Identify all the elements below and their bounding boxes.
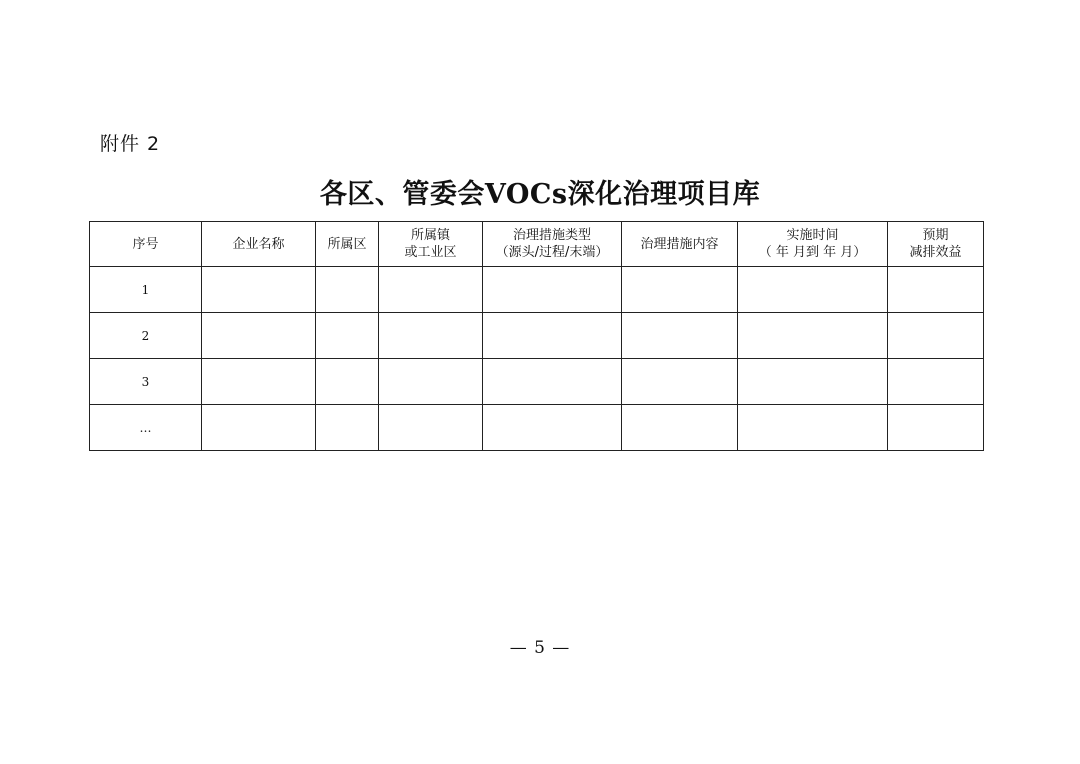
table-row (90, 359, 984, 405)
table-cell (202, 313, 316, 359)
header-measure-content: 治理措施内容 (622, 222, 738, 267)
table-cell (202, 405, 316, 451)
table-cell (379, 313, 483, 359)
table-cell (202, 359, 316, 405)
table-cell (888, 267, 984, 313)
table-cell (622, 313, 738, 359)
table-cell (622, 267, 738, 313)
document-title: 各区、管委会VOCs深化治理项目库 (319, 179, 761, 210)
header-company-name: 企业名称 (202, 222, 316, 267)
table-cell (316, 359, 379, 405)
table-cell (738, 313, 888, 359)
table-cell (379, 359, 483, 405)
page-number: — 5 — (509, 638, 571, 658)
table-cell (622, 405, 738, 451)
table-cell-seq: 2 (90, 313, 202, 359)
table-cell (888, 313, 984, 359)
table-cell (483, 267, 622, 313)
header-seq-no: 序号 (90, 222, 202, 267)
attachment-label: 附件 2 (100, 133, 161, 155)
table-cell (483, 313, 622, 359)
header-town-or-industrial-zone: 所属镇 或工业区 (379, 222, 483, 267)
table-cell (738, 405, 888, 451)
table-cell (316, 313, 379, 359)
table-row (90, 313, 984, 359)
table-cell-seq: 3 (90, 359, 202, 405)
table-cell (622, 359, 738, 405)
table-cell (316, 267, 379, 313)
table-row (90, 405, 984, 451)
table-cell (202, 267, 316, 313)
table-cell (483, 359, 622, 405)
table-cell (316, 405, 379, 451)
table-cell (379, 405, 483, 451)
table-cell-seq: 1 (90, 267, 202, 313)
table-header-row (90, 222, 984, 267)
table-row (90, 267, 984, 313)
table-cell (738, 267, 888, 313)
table-cell-seq: … (90, 405, 202, 451)
table-cell (888, 405, 984, 451)
table-cell (888, 359, 984, 405)
table-cell (483, 405, 622, 451)
project-table (89, 221, 984, 451)
table-cell (738, 359, 888, 405)
header-expected-reduction: 预期 减排效益 (888, 222, 984, 267)
header-implementation-period: 实施时间 （ 年 月到 年 月） (738, 222, 888, 267)
table-cell (379, 267, 483, 313)
header-measure-type: 治理措施类型 （源头/过程/末端） (483, 222, 622, 267)
header-district: 所属区 (316, 222, 379, 267)
